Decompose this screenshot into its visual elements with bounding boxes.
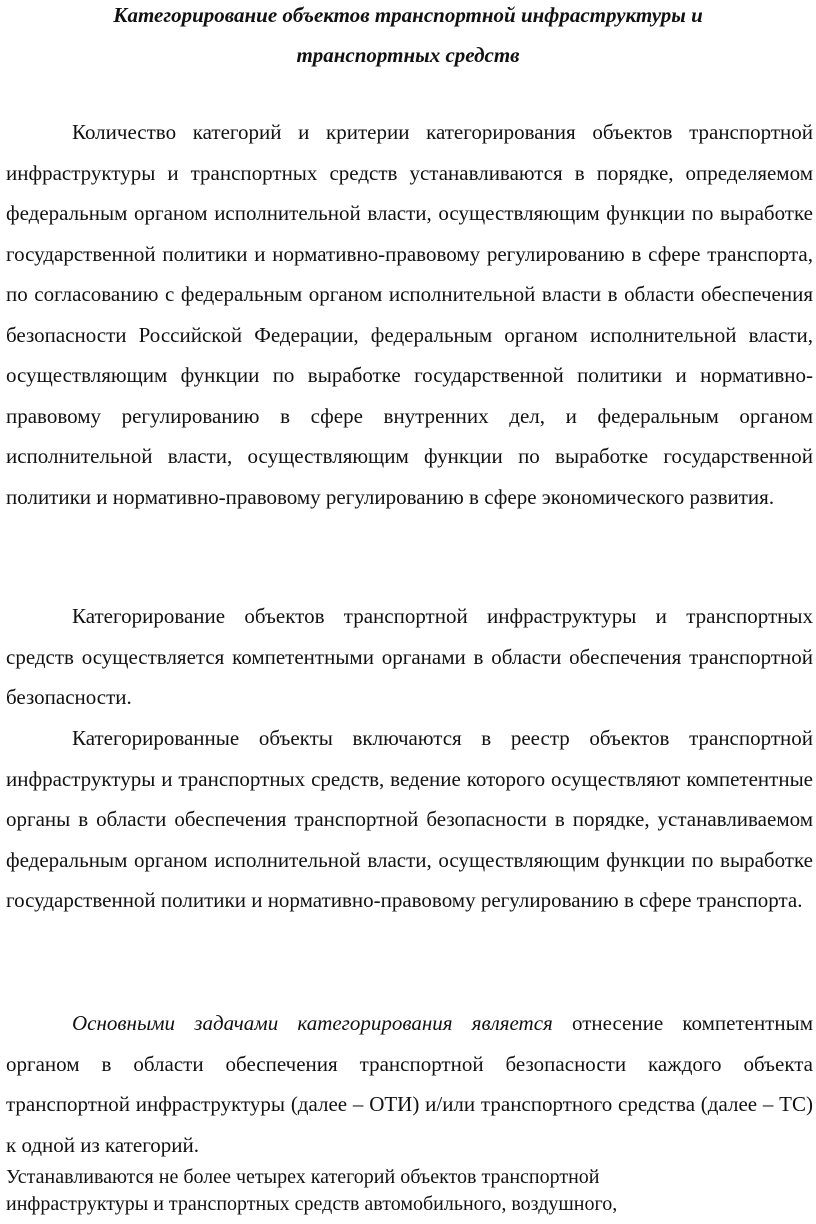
paragraph-4-rest: отнесение компетентным органом в области обеспечения транспортной безопасности каждого объекта транспортной инфраструктуры (далее – ОТИ) и/или транспортного средства (далее – ТС) к одной из категорий.	[6, 1011, 813, 1157]
paragraph-registry	[6, 718, 813, 921]
paragraph-5-line-2: инфраструктуры и транспортных средств автомобильного, воздушного,	[6, 1193, 618, 1215]
document-title	[0, 0, 816, 75]
paragraph-1-text: Количество категорий и критерии категорирования объектов транспортной инфраструктуры и транспортных средств устанавливаются в порядке, определяемом федеральным органом исполнительной власти, осуществляющим функции по выработке государственной политики и нормативно-правовому регулированию в сфере транспорта, по согласованию с федеральным органом исполнительной власти в области обеспечения безопасности Российской Федерации, федеральным органом исполнительной власти, осуществляющим функции по выработке государственной политики и нормативно-правовому регулированию в сфере внутренних дел, и федеральным органом исполнительной власти, осуществляющим функции по выработке государственной политики и нормативно-правовому регулированию в сфере экономического развития.	[6, 120, 813, 509]
paragraph-4-text	[6, 1003, 813, 1165]
paragraph-four-categories	[6, 1164, 813, 1218]
paragraph-5-line-1: Устанавливаются не более четырех категорий объектов транспортной	[6, 1166, 600, 1188]
title-line-1: Категорирование объектов транспортной инфраструктуры и	[113, 3, 703, 27]
paragraph-3-text: Категорированные объекты включаются в реестр объектов транспортной инфраструктуры и транспортных средств, ведение которого осуществляют компетентные органы в области обеспечения транспортной безопасности в порядке, устанавливаемом федеральным органом исполнительной власти, осуществляющим функции по выработке государственной политики и нормативно-правовому регулированию в сфере транспорта.	[6, 726, 813, 912]
paragraph-categories-criteria	[6, 112, 813, 517]
paragraph-main-tasks	[6, 1003, 813, 1165]
paragraph-4-italic-lead: Основными задачами категорирования является	[72, 1011, 553, 1035]
title-line-2: транспортных средств	[296, 43, 520, 67]
paragraph-categorization-authority	[6, 596, 813, 718]
paragraph-2-text: Категорирование объектов транспортной инфраструктуры и транспортных средств осуществляется компетентными органами в области обеспечения транспортной безопасности.	[6, 604, 813, 709]
